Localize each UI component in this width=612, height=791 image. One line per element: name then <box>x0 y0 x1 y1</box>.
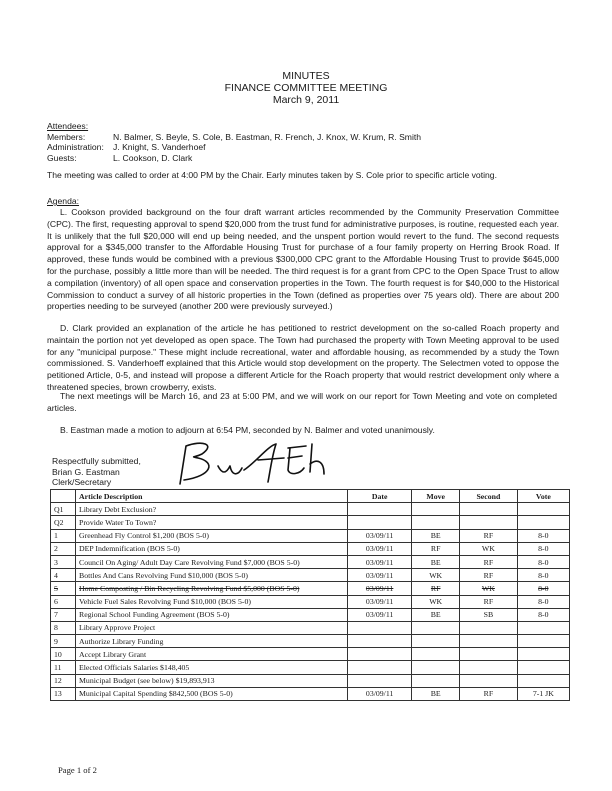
header-move: Move <box>412 490 460 503</box>
called-to-order: The meeting was called to order at 4:00 PM by the Chair. Early minutes taken by S. Cole prior to specific article voting. <box>47 170 497 180</box>
vote-date <box>348 621 412 634</box>
article-number: 6 <box>51 595 76 608</box>
article-number: Q1 <box>51 503 76 516</box>
moved-by <box>412 516 460 529</box>
article-description: Elected Officials Salaries $148,405 <box>76 661 348 674</box>
agenda-paragraph-cpc: L. Cookson provided background on the four draft warrant articles recommended by the Community Preservation Committee (CPC). The first, requesting approval to spend $20,000 from the trust fund for administrative purposes, is routine, requested each year. It is unlikely that the full $20,000 will end up being needed, and the unspent portion would revert to the fund. The second requests approval for a $345,000 transfer to the Affordable Housing Trust for purchase of a four family property on Herring Brook Road. If approved, these funds would be combined with a previous $300,000 CPC grant to the Affordable Housing Trust to provide $645,000 for the purchase, possibly a little more than will be needed. The third request is for a grant from CPC to the Open Space Trust to allow a compilation (inventory) of all open space and conservation properties in the Town. The fourth request is for $40,000 to the Historical Commission to conduct a survey of all historic properties in the Town (defined as properties over 75 years old). There are about 200 properties needing to be surveyed (another 200 were previously surveyed.) <box>47 207 559 312</box>
article-description: Library Debt Exclusion? <box>76 503 348 516</box>
attendees-value: J. Knight, S. Vanderhoef <box>113 142 206 153</box>
vote-result: 8-0 <box>517 529 569 542</box>
attendees-row-administration <box>47 142 421 153</box>
vote-date <box>348 661 412 674</box>
signoff-title: Clerk/Secretary <box>52 477 112 487</box>
table-row <box>51 635 570 648</box>
article-description: Authorize Library Funding <box>76 635 348 648</box>
moved-by: BE <box>412 555 460 568</box>
signoff-line: Respectfully submitted, <box>52 456 141 466</box>
seconded-by: SB <box>460 608 518 621</box>
table-row <box>51 542 570 555</box>
vote-date: 03/09/11 <box>348 555 412 568</box>
vote-date <box>348 674 412 687</box>
moved-by: BE <box>412 687 460 700</box>
agenda-paragraph-adjourn: B. Eastman made a motion to adjourn at 6:54 PM, seconded by N. Balmer and voted unanimously. <box>60 425 435 435</box>
seconded-by <box>460 516 518 529</box>
article-description: Vehicle Fuel Sales Revolving Fund $10,000 (BOS 5-0) <box>76 595 348 608</box>
article-description: Regional School Funding Agreement (BOS 5-0) <box>76 608 348 621</box>
header-article-description: Article Description <box>76 490 348 503</box>
vote-result: 8-0 <box>517 555 569 568</box>
handwritten-signature <box>172 436 352 488</box>
article-number: 12 <box>51 674 76 687</box>
moved-by: RF <box>412 582 460 595</box>
moved-by <box>412 674 460 687</box>
article-number: 4 <box>51 569 76 582</box>
article-description: Council On Aging/ Adult Day Care Revolving Fund $7,000 (BOS 5-0) <box>76 555 348 568</box>
attendees-heading: Attendees: <box>47 121 89 131</box>
article-number: 7 <box>51 608 76 621</box>
vote-result <box>517 516 569 529</box>
vote-result <box>517 621 569 634</box>
agenda-paragraph-roach: D. Clark provided an explanation of the article he has petitioned to restrict development on the so-called Roach property and maintain the portion not yet developed as open space. The Town had purchased the property with Town Meeting approval to be used for any "municipal purpose." These might include recreational, water and affordable housing, as recommended by a study the Town commissioned. S. Vanderhoeff explained that this Article would stop development on the property. The Selectmen voted to oppose the petitioned Article, 0-5, and instead will propose a different Article for the Roach property that would restrict development only where a threatened species, brown crowberry, exists. <box>47 323 559 392</box>
seconded-by <box>460 621 518 634</box>
table-row <box>51 503 570 516</box>
seconded-by: WK <box>460 542 518 555</box>
attendees-value: N. Balmer, S. Beyle, S. Cole, B. Eastman, R. French, J. Knox, W. Krum, R. Smith <box>113 131 422 142</box>
seconded-by <box>460 635 518 648</box>
vote-result <box>517 661 569 674</box>
table-row <box>51 555 570 568</box>
attendees-value: L. Cookson, D. Clark <box>113 152 193 163</box>
article-number: 13 <box>51 687 76 700</box>
vote-result: 7-1 JK <box>517 687 569 700</box>
article-number: 9 <box>51 635 76 648</box>
vote-result <box>517 648 569 661</box>
attendees-row-members <box>47 132 421 143</box>
vote-result <box>517 635 569 648</box>
header-number-cell <box>51 490 76 503</box>
moved-by: RF <box>412 542 460 555</box>
attendees-row-guests <box>47 153 421 164</box>
table-row <box>51 595 570 608</box>
table-row <box>51 569 570 582</box>
signoff-block <box>52 456 141 488</box>
attendees-label: Members: <box>47 131 86 142</box>
article-number: 3 <box>51 555 76 568</box>
article-description: Municipal Budget (see below) $19,893,913 <box>76 674 348 687</box>
article-description: Municipal Capital Spending $842,500 (BOS 5-0) <box>76 687 348 700</box>
article-number: 1 <box>51 529 76 542</box>
agenda-heading: Agenda: <box>47 196 80 206</box>
article-number: 2 <box>51 542 76 555</box>
moved-by: WK <box>412 569 460 582</box>
vote-result: 8-0 <box>517 608 569 621</box>
vote-date <box>348 635 412 648</box>
article-description: Library Approve Project <box>76 621 348 634</box>
table-row <box>51 687 570 700</box>
vote-date <box>348 516 412 529</box>
doc-title-date: March 9, 2011 <box>272 94 340 106</box>
moved-by <box>412 635 460 648</box>
vote-result: 8-0 <box>517 582 569 595</box>
seconded-by <box>460 661 518 674</box>
moved-by <box>412 648 460 661</box>
article-description: Accept Library Grant <box>76 648 348 661</box>
vote-result <box>517 674 569 687</box>
moved-by: BE <box>412 529 460 542</box>
article-number: 10 <box>51 648 76 661</box>
attendees-block <box>47 121 421 163</box>
article-description: Greenhead Fly Control $1,200 (BOS 5-0) <box>76 529 348 542</box>
seconded-by: RF <box>460 595 518 608</box>
header-vote: Vote <box>517 490 569 503</box>
table-row <box>51 608 570 621</box>
article-description: Home Composting / Bin Recycling Revolving Fund $5,000 (BOS 5-0) <box>76 582 348 595</box>
seconded-by: RF <box>460 529 518 542</box>
seconded-by <box>460 648 518 661</box>
article-number: Q2 <box>51 516 76 529</box>
vote-date <box>348 503 412 516</box>
seconded-by: RF <box>460 569 518 582</box>
table-header-row <box>51 490 570 503</box>
vote-date: 03/09/11 <box>348 529 412 542</box>
table-row <box>51 674 570 687</box>
vote-date: 03/09/11 <box>348 608 412 621</box>
vote-result: 8-0 <box>517 595 569 608</box>
vote-result <box>517 503 569 516</box>
doc-title-line2: FINANCE COMMITTEE MEETING <box>224 82 388 94</box>
moved-by <box>412 503 460 516</box>
vote-date: 03/09/11 <box>348 582 412 595</box>
article-description: DEP Indemnification (BOS 5-0) <box>76 542 348 555</box>
vote-date: 03/09/11 <box>348 542 412 555</box>
header-date: Date <box>348 490 412 503</box>
page-number: Page 1 of 2 <box>58 765 97 775</box>
vote-date <box>348 648 412 661</box>
seconded-by: WK <box>460 582 518 595</box>
vote-result: 8-0 <box>517 542 569 555</box>
article-description: Bottles And Cans Revolving Fund $10,000 (BOS 5-0) <box>76 569 348 582</box>
attendees-label: Administration: <box>47 142 104 153</box>
vote-result: 8-0 <box>517 569 569 582</box>
signoff-name: Brian G. Eastman <box>52 466 120 477</box>
table-row <box>51 516 570 529</box>
attendees-label: Guests: <box>47 152 77 163</box>
article-number: 8 <box>51 621 76 634</box>
agenda-paragraph-next-meetings: The next meetings will be March 16, and 23 at 5:00 PM, and we will work on our report for Town Meeting and vote on completed articles. <box>47 391 557 413</box>
seconded-by: RF <box>460 555 518 568</box>
article-description: Provide Water To Town? <box>76 516 348 529</box>
moved-by: WK <box>412 595 460 608</box>
seconded-by <box>460 674 518 687</box>
table-row <box>51 621 570 634</box>
vote-date: 03/09/11 <box>348 595 412 608</box>
table-row <box>51 648 570 661</box>
moved-by <box>412 621 460 634</box>
table-row <box>51 529 570 542</box>
seconded-by: RF <box>460 687 518 700</box>
seconded-by <box>460 503 518 516</box>
vote-date: 03/09/11 <box>348 569 412 582</box>
header-second: Second <box>460 490 518 503</box>
article-vote-table <box>50 489 570 701</box>
vote-date: 03/09/11 <box>348 687 412 700</box>
article-number: 11 <box>51 661 76 674</box>
table-row <box>51 582 570 595</box>
moved-by <box>412 661 460 674</box>
table-row <box>51 661 570 674</box>
moved-by: BE <box>412 608 460 621</box>
doc-title-line1: MINUTES <box>282 70 330 82</box>
article-number: 5 <box>51 582 76 595</box>
